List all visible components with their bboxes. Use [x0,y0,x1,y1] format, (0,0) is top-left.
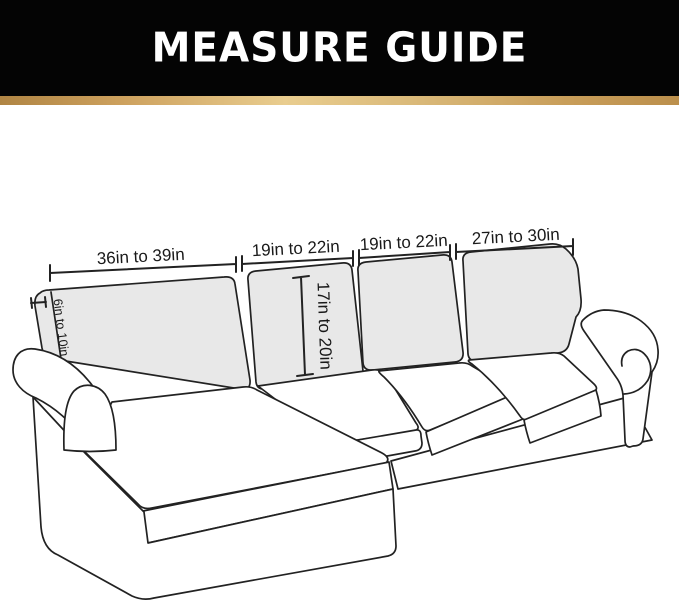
back-thickness-label: 6in to 10in [50,298,72,357]
back-height-label: 17in to 20in [313,281,336,371]
back-width-label-4: 27in to 30in [471,224,561,249]
back-cushion-3 [358,255,463,370]
left-arm-front-dome [64,385,116,451]
back-width-label-2: 19in to 22in [251,236,341,261]
back-width-label-1: 36in to 39in [96,244,186,269]
back-width-label-3: 19in to 22in [359,230,449,255]
back-cushion-4 [463,244,581,361]
page-title: MEASURE GUIDE [151,24,528,72]
